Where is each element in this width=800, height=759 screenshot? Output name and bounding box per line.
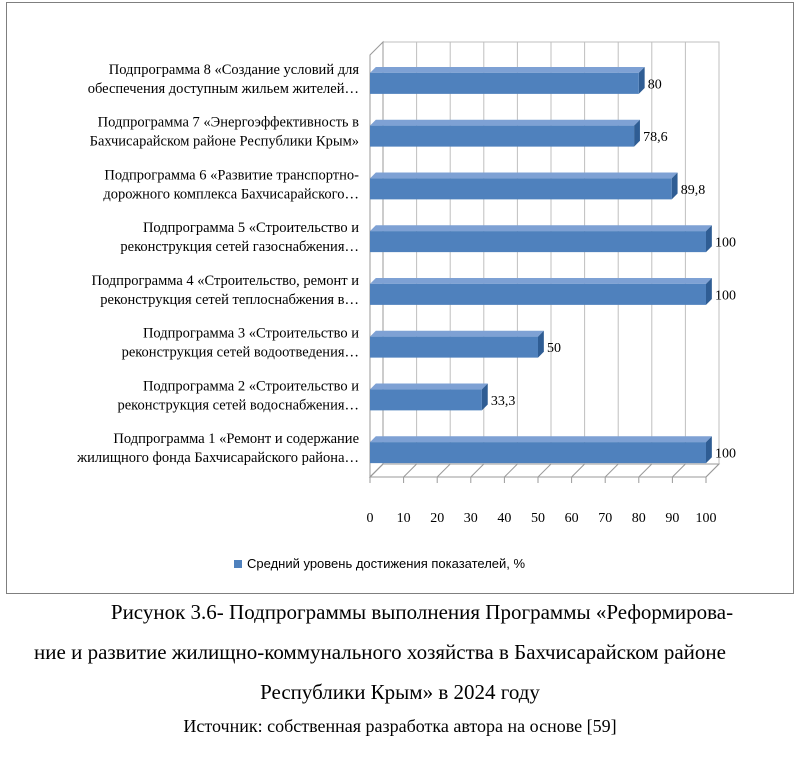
- bars: [370, 67, 736, 463]
- legend-label: Средний уровень достижения показателей, %: [247, 556, 526, 571]
- bar: [370, 331, 544, 358]
- bar-front: [370, 389, 482, 410]
- data-label: 100: [715, 288, 736, 304]
- floor-tick: [437, 464, 450, 477]
- floor-tick: [672, 464, 685, 477]
- bar-front: [370, 284, 706, 305]
- floor-tick: [605, 464, 618, 477]
- floor-tick: [370, 464, 383, 477]
- bar-chart: [7, 3, 795, 595]
- bar: [370, 436, 712, 463]
- category-label-line: Подпрограмма 1 «Ремонт и содержание: [113, 431, 359, 448]
- category-label-line: Подпрограмма 3 «Строительство и: [142, 325, 359, 342]
- bar: [370, 225, 712, 252]
- x-tick-label: 20: [430, 511, 445, 526]
- bar-top: [370, 173, 678, 179]
- bar-top: [370, 384, 488, 390]
- bar-top: [370, 225, 712, 231]
- bar-front: [370, 337, 538, 358]
- legend-swatch: [234, 560, 242, 568]
- bar-top: [370, 67, 645, 73]
- figure-caption-line-2: ние и развитие жилищно-коммунального хозяйства в Бахчисарайском районе: [34, 640, 726, 664]
- x-tick-label: 60: [564, 511, 579, 526]
- floor-tick: [706, 464, 719, 477]
- chart-frame: [6, 2, 794, 594]
- x-tick-label: 80: [631, 511, 646, 526]
- floor-tick: [538, 464, 551, 477]
- bar-front: [370, 231, 706, 252]
- bar: [370, 120, 640, 147]
- legend: [234, 556, 526, 571]
- category-label-line: Бахчисарайском районе Республики Крым»: [89, 133, 359, 150]
- x-tick-label: 90: [665, 511, 680, 526]
- bar-top: [370, 120, 640, 126]
- x-tick-label: 0: [366, 511, 374, 526]
- bar-front: [370, 442, 706, 463]
- figure-caption-line-3: Республики Крым» в 2024 году: [260, 680, 540, 704]
- x-axis-tick-labels: [367, 511, 717, 526]
- category-label-line: обеспечения доступным жильем жителей…: [87, 80, 359, 97]
- bar-front: [370, 126, 634, 147]
- category-label-line: дорожного комплекса Бахчисарайского…: [103, 186, 359, 203]
- bar: [370, 278, 712, 305]
- x-tick-label: 50: [531, 511, 545, 526]
- category-label-line: реконструкция сетей водоотведения…: [121, 344, 359, 361]
- category-label-line: Подпрограмма 4 «Строительство, ремонт и: [91, 272, 359, 289]
- category-label-line: Подпрограмма 6 «Развитие транспортно-: [104, 167, 359, 184]
- data-label: 100: [715, 446, 736, 462]
- figure-caption-line-1: Рисунок 3.6- Подпрограммы выполнения Программы «Реформирова-: [110, 600, 734, 624]
- data-label: 50: [547, 341, 561, 357]
- category-labels: [76, 62, 359, 466]
- x-tick-label: 70: [598, 511, 613, 526]
- floor-tick: [404, 464, 417, 477]
- side-wall: [370, 42, 383, 477]
- bar: [370, 67, 645, 94]
- floor-tick: [572, 464, 585, 477]
- floor-tick: [504, 464, 517, 477]
- category-label-line: жилищного фонда Бахчисарайского района…: [77, 450, 359, 467]
- floor-tick: [471, 464, 484, 477]
- floor-tick: [639, 464, 652, 477]
- data-label: 78,6: [643, 130, 668, 146]
- bar-front: [370, 178, 672, 199]
- bar: [370, 173, 678, 200]
- bar-top: [370, 436, 712, 442]
- chart-walls: [370, 42, 719, 477]
- category-label-line: Подпрограмма 7 «Энергоэффективность в: [97, 114, 359, 131]
- data-label: 80: [647, 77, 662, 93]
- data-label: 89,8: [680, 182, 706, 198]
- x-tick-label: 100: [695, 511, 717, 526]
- gridlines: [370, 42, 719, 483]
- category-label-line: реконструкция сетей водоснабжения…: [117, 397, 359, 414]
- x-tick-label: 10: [396, 511, 411, 526]
- figure-source: Источник: собственная разработка автора на основе [59]: [183, 716, 617, 736]
- category-label-line: реконструкция сетей газоснабжения…: [120, 239, 359, 256]
- bar-top: [370, 331, 544, 337]
- data-label: 33,3: [490, 393, 516, 409]
- category-label-line: Подпрограмма 2 «Строительство и: [142, 378, 359, 395]
- x-tick-label: 30: [463, 511, 478, 526]
- category-label-line: Подпрограмма 5 «Строительство и: [142, 220, 359, 237]
- bar-front: [370, 73, 639, 94]
- x-tick-label: 40: [497, 511, 512, 526]
- bar-top: [370, 278, 712, 284]
- category-label-line: Подпрограмма 8 «Создание условий для: [108, 61, 359, 78]
- category-label-line: реконструкция сетей теплоснабжения в…: [100, 291, 359, 308]
- bar: [370, 384, 488, 411]
- data-label: 100: [715, 235, 736, 251]
